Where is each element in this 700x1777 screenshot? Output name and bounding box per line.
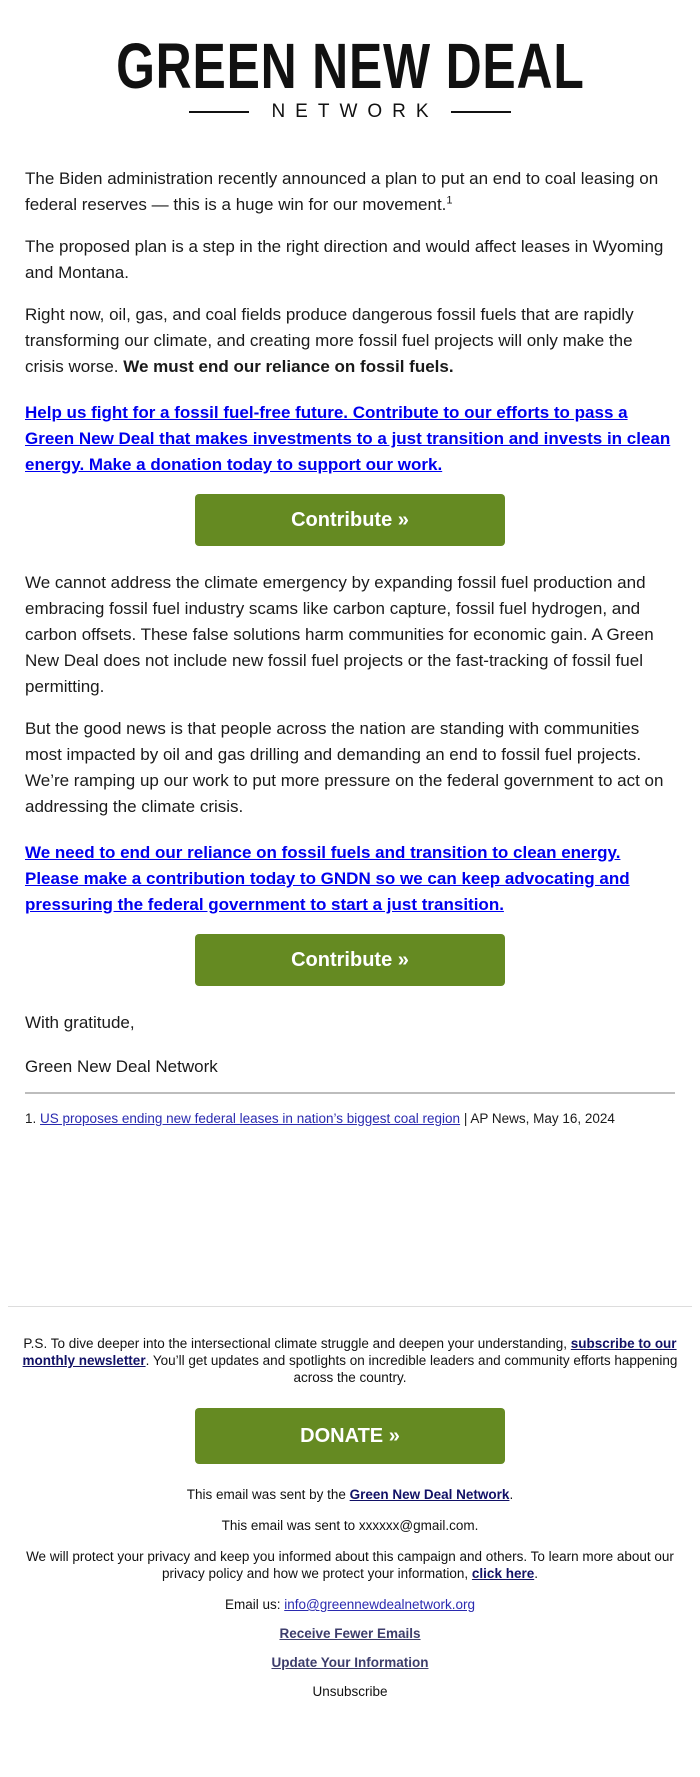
footnote [25, 1110, 675, 1128]
footnote-source: | AP News, May 16, 2024 [460, 1111, 615, 1126]
footnote-ref: 1 [446, 194, 453, 207]
privacy-notice [10, 1548, 690, 1582]
main-content [0, 166, 700, 1128]
donate-button[interactable]: DONATE » [195, 1408, 505, 1464]
privacy-end: . [534, 1566, 538, 1581]
paragraph-fossil-fuels-text: Right now, oil, gas, and coal fields produce dangerous fossil fuels that are rapidly transforming our climate, and creating more fossil fuel projects will only make the crisis worse. [25, 305, 634, 376]
footer [0, 1307, 700, 1700]
privacy-link[interactable]: click here [471, 1566, 535, 1581]
unsubscribe-link[interactable]: Unsubscribe [312, 1684, 388, 1699]
signoff: With gratitude, [25, 1013, 135, 1032]
donate-link-1[interactable]: Help us fight for a fossil fuel-free future. Contribute to our efforts to pass a Green New Deal that makes investments to a just transition and invests in clean energy. Make a donation today to support our work. [25, 403, 671, 474]
paragraph-intro [25, 166, 675, 218]
footnote-link[interactable]: US proposes ending new federal leases in nation’s biggest coal region [40, 1111, 461, 1126]
gndn-logo [0, 0, 700, 130]
donate-link-2[interactable]: We need to end our reliance on fossil fuels and transition to clean energy. Please make a contribution today to GNDN so we can keep advocating and pressuring the federal government to start a just transition. [25, 843, 630, 914]
fewer-emails-row [10, 1625, 690, 1642]
paragraph-emergency: We cannot address the climate emergency by expanding fossil fuel production and embracing fossil fuel industry scams like carbon capture, fossil fuel hydrogen, and carbon offsets. These false solutions harm communities for economic gain. A Green New Deal does not include new fossil fuel projects or the fast-tracking of fossil fuel permitting. [25, 573, 654, 696]
receive-fewer-emails-link[interactable]: Receive Fewer Emails [279, 1626, 421, 1641]
ps-text-start: P.S. To dive deeper into the intersectional climate struggle and deepen your understanding, [23, 1336, 571, 1351]
paragraph-fossil-fuels [25, 302, 675, 380]
paragraph-plan: The proposed plan is a step in the right direction and would affect leases in Wyoming and Montana. [25, 237, 664, 282]
newsletter-link[interactable]: subscribe to our monthly newsletter [22, 1336, 677, 1368]
logo-left-line [189, 111, 249, 113]
paragraph-good-news: But the good news is that people across the nation are standing with communities most impacted by oil and gas drilling and demanding an end to fossil fuel projects. We’re ramping up our work to put more pressure on the federal government to act on addressing the climate crisis. [25, 719, 664, 816]
contribute-button-2[interactable]: Contribute » [195, 934, 505, 986]
logo-sub-text: NETWORK [271, 101, 439, 122]
privacy-text: We will protect your privacy and keep you informed about this campaign and others. To learn more about our privacy policy and how we protect your information, [26, 1549, 674, 1581]
contribute-row-2 [25, 934, 675, 986]
contribute-button-1[interactable]: Contribute » [195, 494, 505, 546]
paragraph-intro-text: The Biden administration recently announced a plan to put an end to coal leasing on federal reserves — this is a huge win for our movement. [25, 169, 659, 214]
email-link[interactable]: info@greennewdealnetwork.org [284, 1597, 476, 1612]
donate-row [10, 1408, 690, 1464]
sent-to: This email was sent to xxxxxx@gmail.com. [221, 1518, 479, 1533]
ps-paragraph [10, 1335, 690, 1386]
logo-sub [0, 102, 700, 122]
footnote-divider [25, 1092, 675, 1094]
paragraph-fossil-fuels-bold: We must end our reliance on fossil fuels. [123, 357, 454, 376]
contribute-row-1 [25, 494, 675, 546]
ps-text-end: . You’ll get updates and spotlights on incredible leaders and community efforts happening across the country. [145, 1353, 678, 1385]
update-info-row [10, 1654, 690, 1671]
logo-right-line [451, 111, 511, 113]
update-information-link[interactable]: Update Your Information [271, 1655, 429, 1670]
gndn-link[interactable]: Green New Deal Network [349, 1487, 510, 1502]
logo-main-text: GREEN NEW DEAL [115, 30, 585, 102]
spacer [0, 1128, 700, 1306]
donate-link-paragraph-1 [25, 400, 675, 478]
footnote-number: 1. [25, 1111, 37, 1126]
sent-by-prefix: This email was sent by the [186, 1487, 350, 1502]
sent-by [10, 1486, 690, 1503]
donate-link-paragraph-2 [25, 840, 675, 918]
sent-by-suffix: . [509, 1487, 514, 1502]
email-us-prefix: Email us: [224, 1597, 285, 1612]
signature: Green New Deal Network [25, 1057, 218, 1076]
email-us [10, 1596, 690, 1613]
